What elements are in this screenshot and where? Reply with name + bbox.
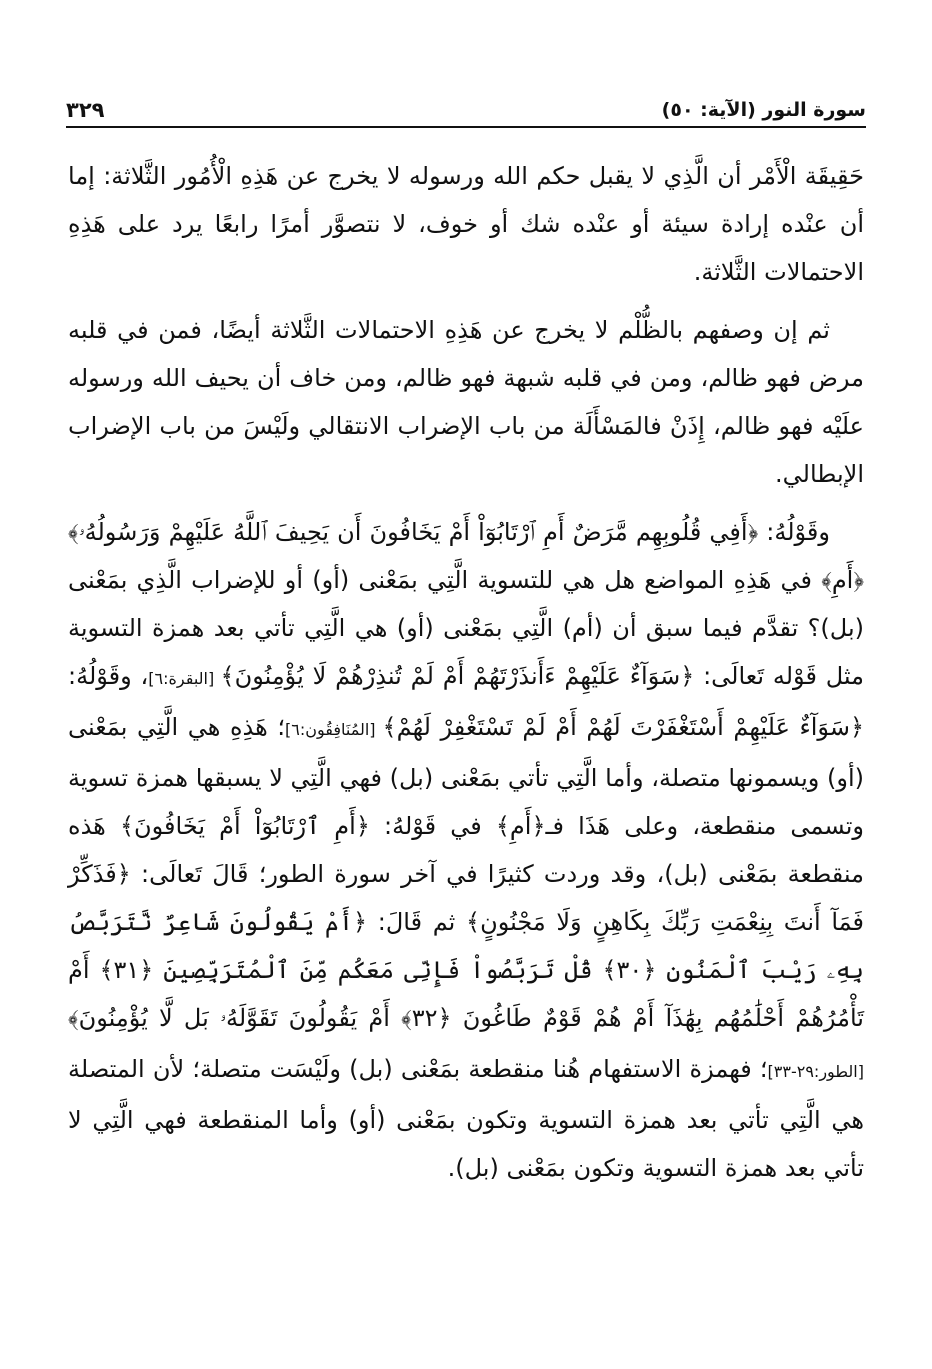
quran-verse-munafiqun: ﴿سَوَآءٌ عَلَيْهِمْ أَسْتَغْفَرْتَ لَهُمْ أَمْ لَمْ تَسْتَغْفِرْ لَهُمْ﴾ — [382, 713, 864, 741]
paragraph-3-text-a: وقَوْلُهُ: ﴿أَفِي قُلُوبِهِم مَّرَضٌ أَمِ ٱرْتَابُوٓاْ أَمْ يَخَافُونَ أَن يَحِيفَ ٱللَّهُ عَلَيْهِمْ وَرَسُولُهُۥ﴾ ﴿أَمِ﴾ في هَذِهِ المواضع هل هي للتسوية الَّتِي بمَعْنى (أو) أو للإضراب الَّذِي بمَعْنى (بل)؟ تقدَّم فيما سبق أن (أم) الَّتِي بمَعْنى (أو) هي الَّتِي تأتي بعد همزة التسوية مثل قَوْله تَعالَى: — [68, 518, 865, 690]
paragraph-3-text-d: ثم قَالَ: — [367, 908, 466, 936]
quran-verse-baqarah: ﴿سَوَآءٌ عَلَيْهِمْ ءَأَنذَرْتَهُمْ أَمْ لَمْ تُنذِرْهُمْ لَا يُؤْمِنُونَ﴾ — [220, 662, 695, 690]
header-divider — [66, 126, 866, 128]
paragraph-3 — [68, 508, 864, 1192]
paragraph-3-text-c: ؛ هَذِهِ هي الَّتِي بمَعْنى (أو) ويسمونها متصلة، وأما الَّتِي تأتي بمَعْنى (بل) فهي الَّتِي لا يسبقها همزة تسوية وتسمى منقطعة، وعلى هَذَا فـ﴿أَمِ﴾ في قَوْلهُ: ﴿أَمِ ٱرْتَابُوٓاْ أَمْ يَخَافُونَ﴾ هَذه منقطعة بمَعْنى (بل)، وقد وردت كثيرًا في آخر سورة الطور؛ قَالَ تَعالَى: — [68, 713, 864, 888]
paragraph-2: ثم إن وصفهم بالظُّلْم لا يخرج عن هَذِهِ الاحتمالات الثَّلاثة أيضًا، فمن في قلبه مرض فهو ظالم، ومن في قلبه شبهة فهو ظالم، ومن خاف أن يحيف الله ورسوله علَيْه فهو ظالم، إِذَنْ فالمَسْأَلَة من باب الإضراب الانتقالي ولَيْسَ من باب الإضراب الإبطالي. — [68, 316, 864, 488]
verse-reference-baqarah: [البقرة:٦] — [148, 669, 221, 688]
surah-title: سورة النور (الآية: ٥٠) — [661, 99, 866, 121]
paragraph-1: حَقِيقَة الْأَمْر أن الَّذِي لا يقبل حكم الله ورسوله لا يخرج عن هَذِهِ الْأُمُور الثَّلاثة: إما أن عنْده إرادة سيئة أو عنْده شك أو خوف، لا نتصوَّر أمرًا رابعًا يرد على هَذِهِ الاحتمالات الثَّلاثة. — [68, 162, 864, 286]
quran-verse-tur-30-33: ﴿أَمْ يَقُولُونَ شَاعِرٌ نَّتَرَبَّصُ بِهِۦ رَيْبَ ٱلْمَنُونِ ﴿٣٠﴾ قُلْ تَرَبَّصُواْ فَإِنِّى مَعَكُم مِّنَ ٱلْمُتَرَبِّصِينَ ﴿٣١﴾ أَمْ تَأْمُرُهُمْ أَحْلَٰمُهُم بِهَٰذَآ أَمْ هُمْ قَوْمٌ طَاغُونَ ﴿٣٢﴾ أَمْ يَقُولُونَ تَقَوَّلَهُۥ بَل لَّا يُؤْمِنُونَ﴾ — [68, 908, 864, 1032]
verse-reference-munafiqun: [المُنَافِقُون:٦] — [285, 720, 383, 739]
paragraph-3-text-b: ، وقَوْلُهُ: — [68, 662, 149, 690]
paragraph-3-text-e: ؛ فهمزة الاستفهام هُنا منقطعة بمَعْنى (بل) ولَيْسَت متصلة؛ لأن المتصلة هي الَّتِي تأتي بعد همزة التسوية وتكون بمَعْنى (أو) وأما المنقطعة فهي الَّتِي لا تأتي بعد همزة التسوية وتكون بمَعْنى (بل). — [68, 1055, 864, 1182]
page-header — [66, 88, 866, 124]
quran-verse-tur-29: ﴿فَذَكِّرْ فَمَآ أَنتَ بِنِعْمَتِ رَبِّكَ بِكَاهِنٍ وَلَا مَجْنُونٍ﴾ — [68, 860, 864, 936]
page-body — [68, 152, 864, 1192]
page-number: ٣٢٩ — [66, 98, 105, 122]
verse-reference-tur: [الطور:٢٩-٣٣] — [767, 1062, 864, 1081]
